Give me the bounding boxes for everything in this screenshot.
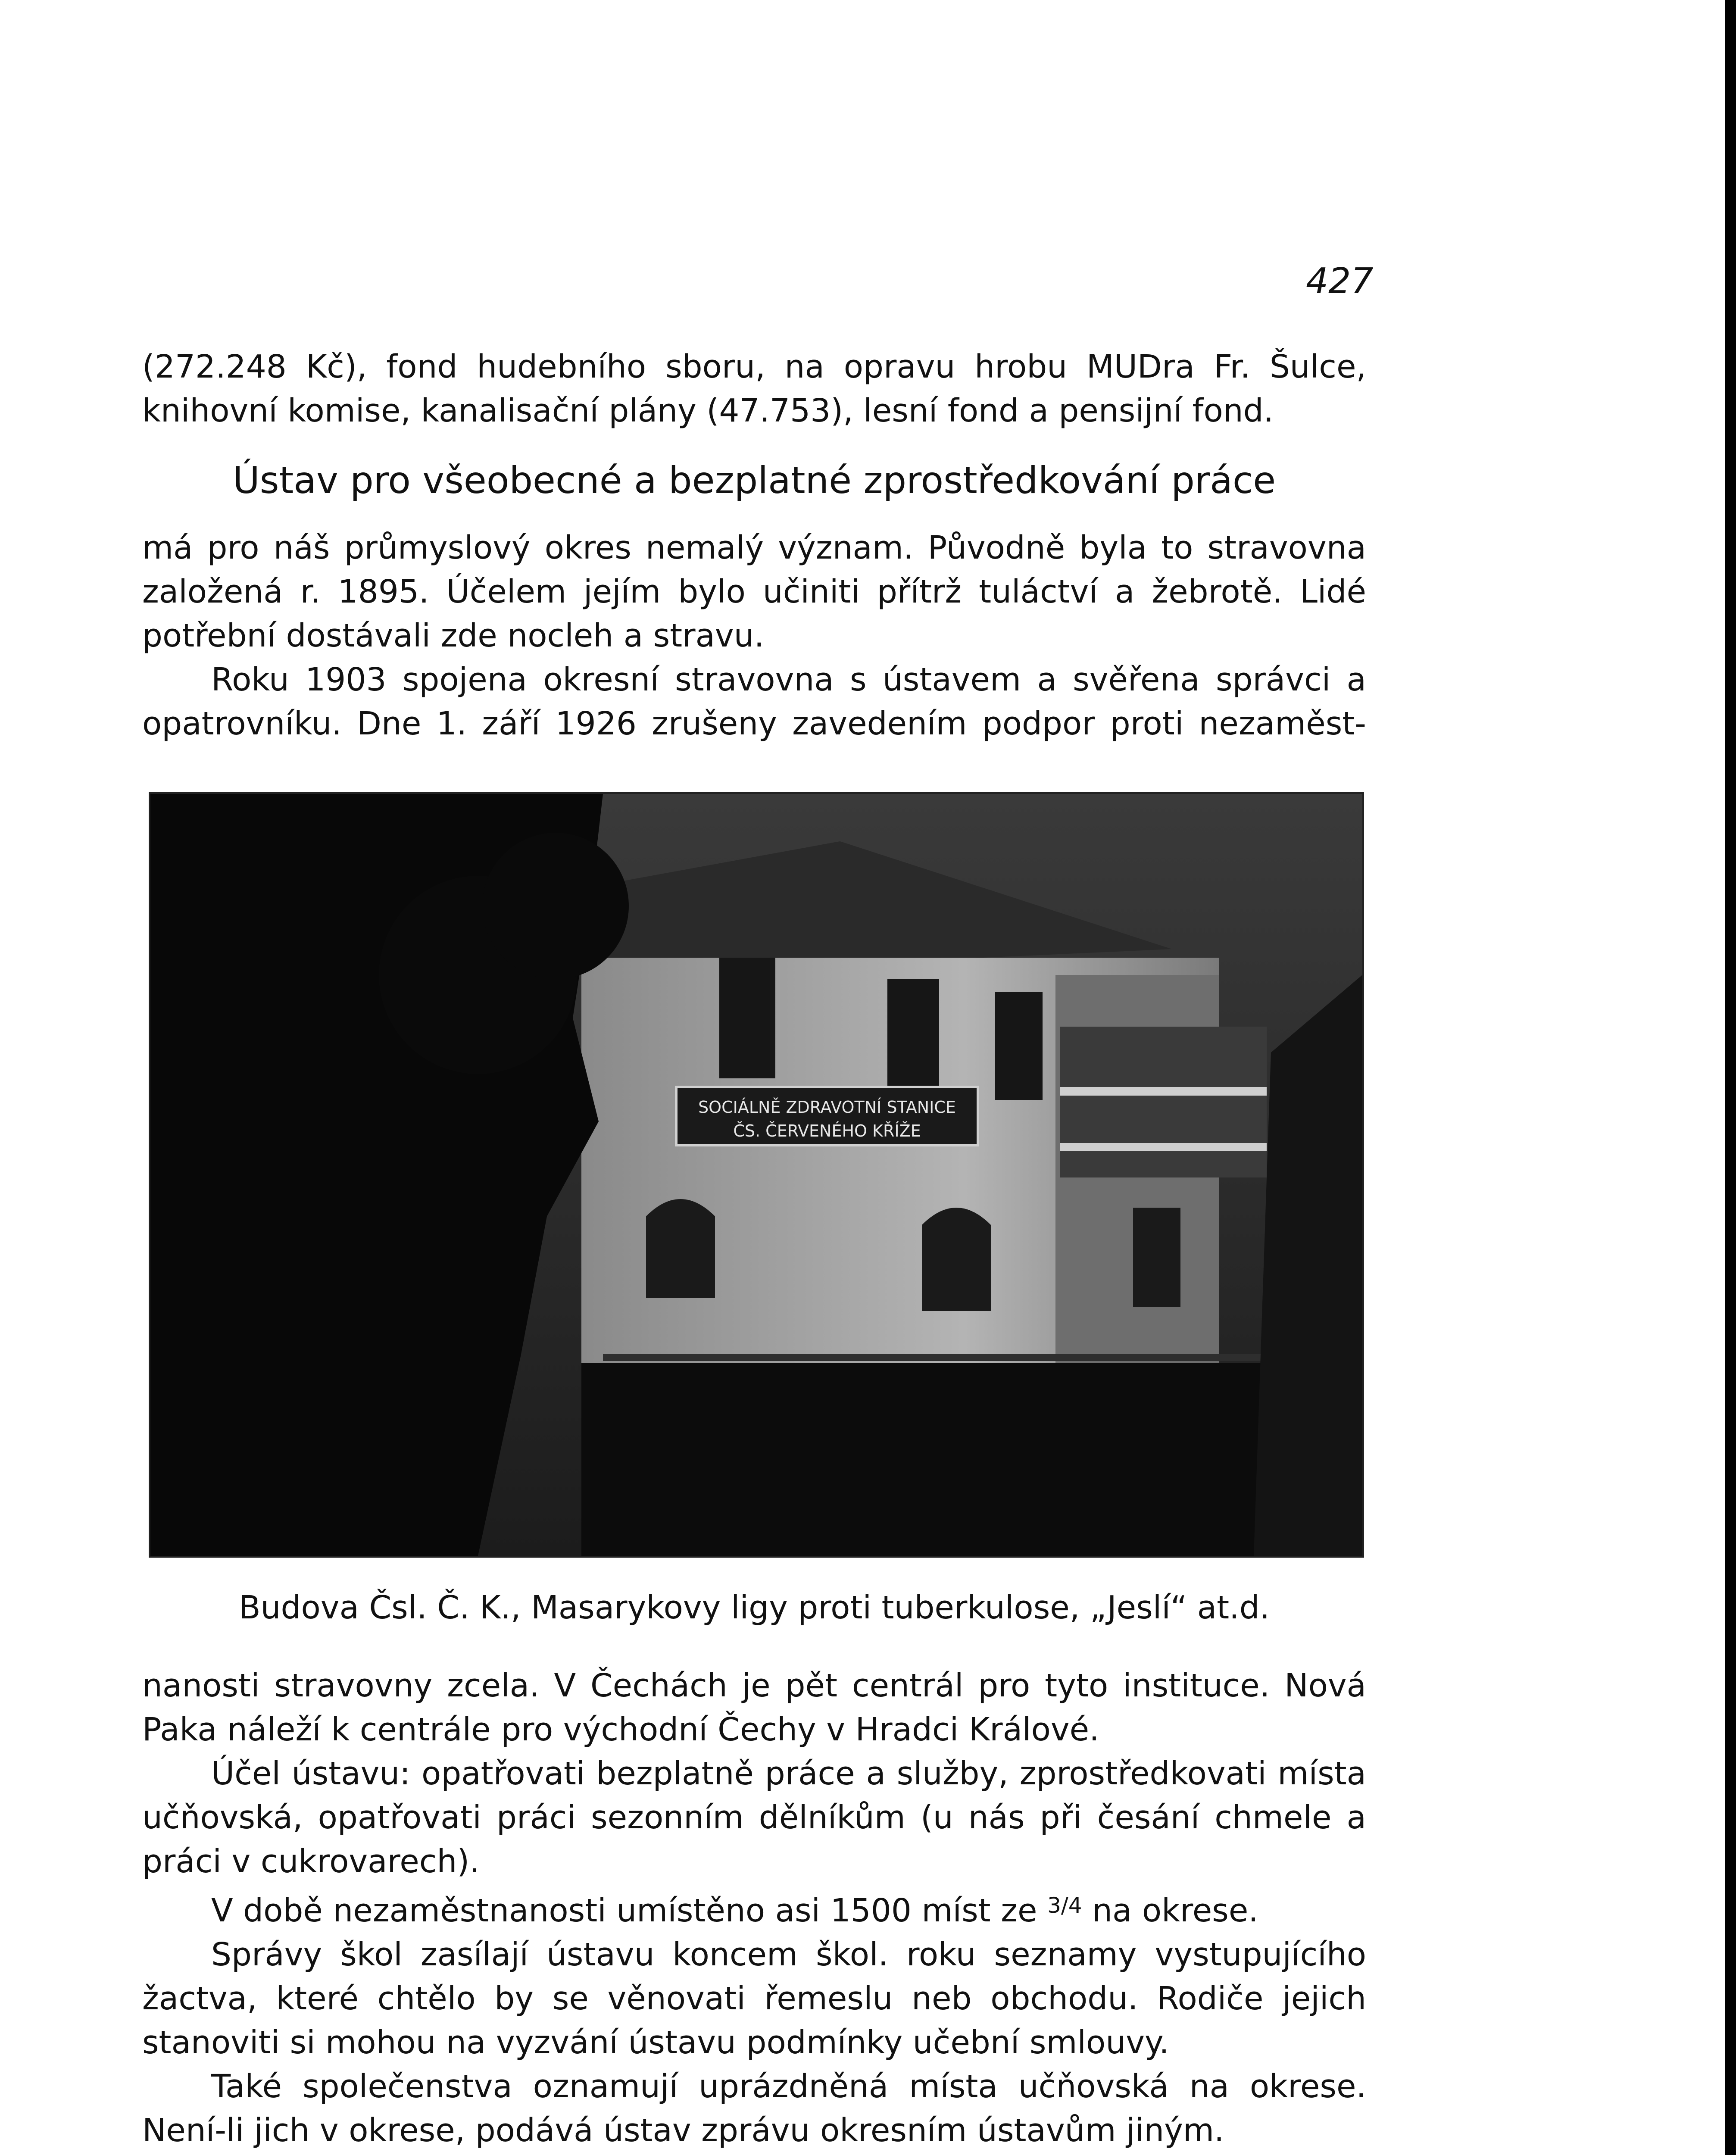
continuation-paragraph-3 bbox=[142, 1883, 1366, 1933]
section-paragraph-1: má pro náš průmyslový okres nemalý význam. Původně byla to stravovna založená r. 1895. Účelem jejím bylo učiniti přítrž tuláctví a žebrotě. Lidé potřební dostávali zde nocleh a stravu. bbox=[142, 529, 1366, 654]
balcony-rail bbox=[1060, 1143, 1267, 1151]
top-paragraph bbox=[142, 345, 1366, 433]
sign-text-line-1: SOCIÁLNĚ ZDRAVOTNÍ STANICE bbox=[698, 1098, 956, 1117]
top-paragraph-line-2: knihovní komise, kanalisační plány (47.753), lesní fond a pensijní fond. bbox=[142, 392, 1274, 429]
building-photo-illustration bbox=[150, 794, 1362, 1556]
continuation-paragraph-1: nanosti stravovny zcela. V Čechách je pět centrál pro tyto instituce. Nová Paka náleží k centrále pro východní Čechy v Hradci Králové. bbox=[142, 1667, 1366, 1748]
upper-window bbox=[995, 992, 1043, 1100]
continuation-paragraph-4: Správy škol zasílají ústavu koncem škol. roku seznamy vystupujícího žactva, které chtělo by se věnovati řemeslu neb obchodu. Rodiče jejich stanoviti si mohou na vyzvání ústavu podmínky učební smlouvy. bbox=[142, 1936, 1366, 2061]
top-paragraph-line-1: (272.248 Kč), fond hudebního sboru, na opravu hrobu MUDra Fr. Šulce, bbox=[142, 348, 1366, 385]
balcony bbox=[1060, 1027, 1267, 1177]
fraction-three-quarters: 3/4 bbox=[1047, 1893, 1082, 1918]
tree-foliage bbox=[482, 833, 629, 979]
section-body bbox=[142, 526, 1366, 746]
balcony-rail bbox=[1060, 1087, 1267, 1096]
lower-window bbox=[922, 1208, 991, 1311]
continuation-paragraph-2: Účel ústavu: opatřovati bezplatně práce a služby, zprostředkovati místa učňovská, opatřovati práci sezonním dělníkům (u nás při česání chmele a práci v cukrovarech). bbox=[142, 1755, 1366, 1880]
continuation-paragraph-3-start: V době nezaměstnanosti umístěno asi 1500 míst ze bbox=[211, 1892, 1048, 1929]
section-heading: Ústav pro všeobecné a bezplatné zprostředkování práce bbox=[232, 459, 1276, 502]
upper-window bbox=[719, 958, 775, 1078]
continuation-text bbox=[142, 1664, 1366, 2152]
sign-text-line-2: ČS. ČERVENÉHO KŘÍŽE bbox=[733, 1121, 921, 1140]
page-number: 427 bbox=[1306, 261, 1374, 302]
section-paragraph-2: Roku 1903 spojena okresní stravovna s ústavem a svěřena správci a opatrovníku. Dne 1. září 1926 zrušeny zavedením podpor proti nezaměst- bbox=[142, 661, 1366, 742]
building-photo bbox=[149, 792, 1364, 1558]
continuation-paragraph-5: Také společenstva oznamují uprázdněná místa učňovská na okrese. Není-li jich v okrese, podává ústav zprávu okresním ústavům jiným. bbox=[142, 2068, 1366, 2149]
lower-window bbox=[646, 1199, 715, 1298]
lower-window bbox=[1133, 1208, 1180, 1307]
fence-and-ground bbox=[581, 1363, 1362, 1556]
scan-edge bbox=[1725, 0, 1736, 2155]
continuation-paragraph-3-end: na okrese. bbox=[1082, 1892, 1258, 1929]
upper-window bbox=[887, 979, 939, 1091]
photo-caption: Budova Čsl. Č. K., Masarykovy ligy proti tuberkulose, „Jeslí“ at.d. bbox=[238, 1589, 1270, 1626]
fence-rail bbox=[603, 1354, 1362, 1361]
